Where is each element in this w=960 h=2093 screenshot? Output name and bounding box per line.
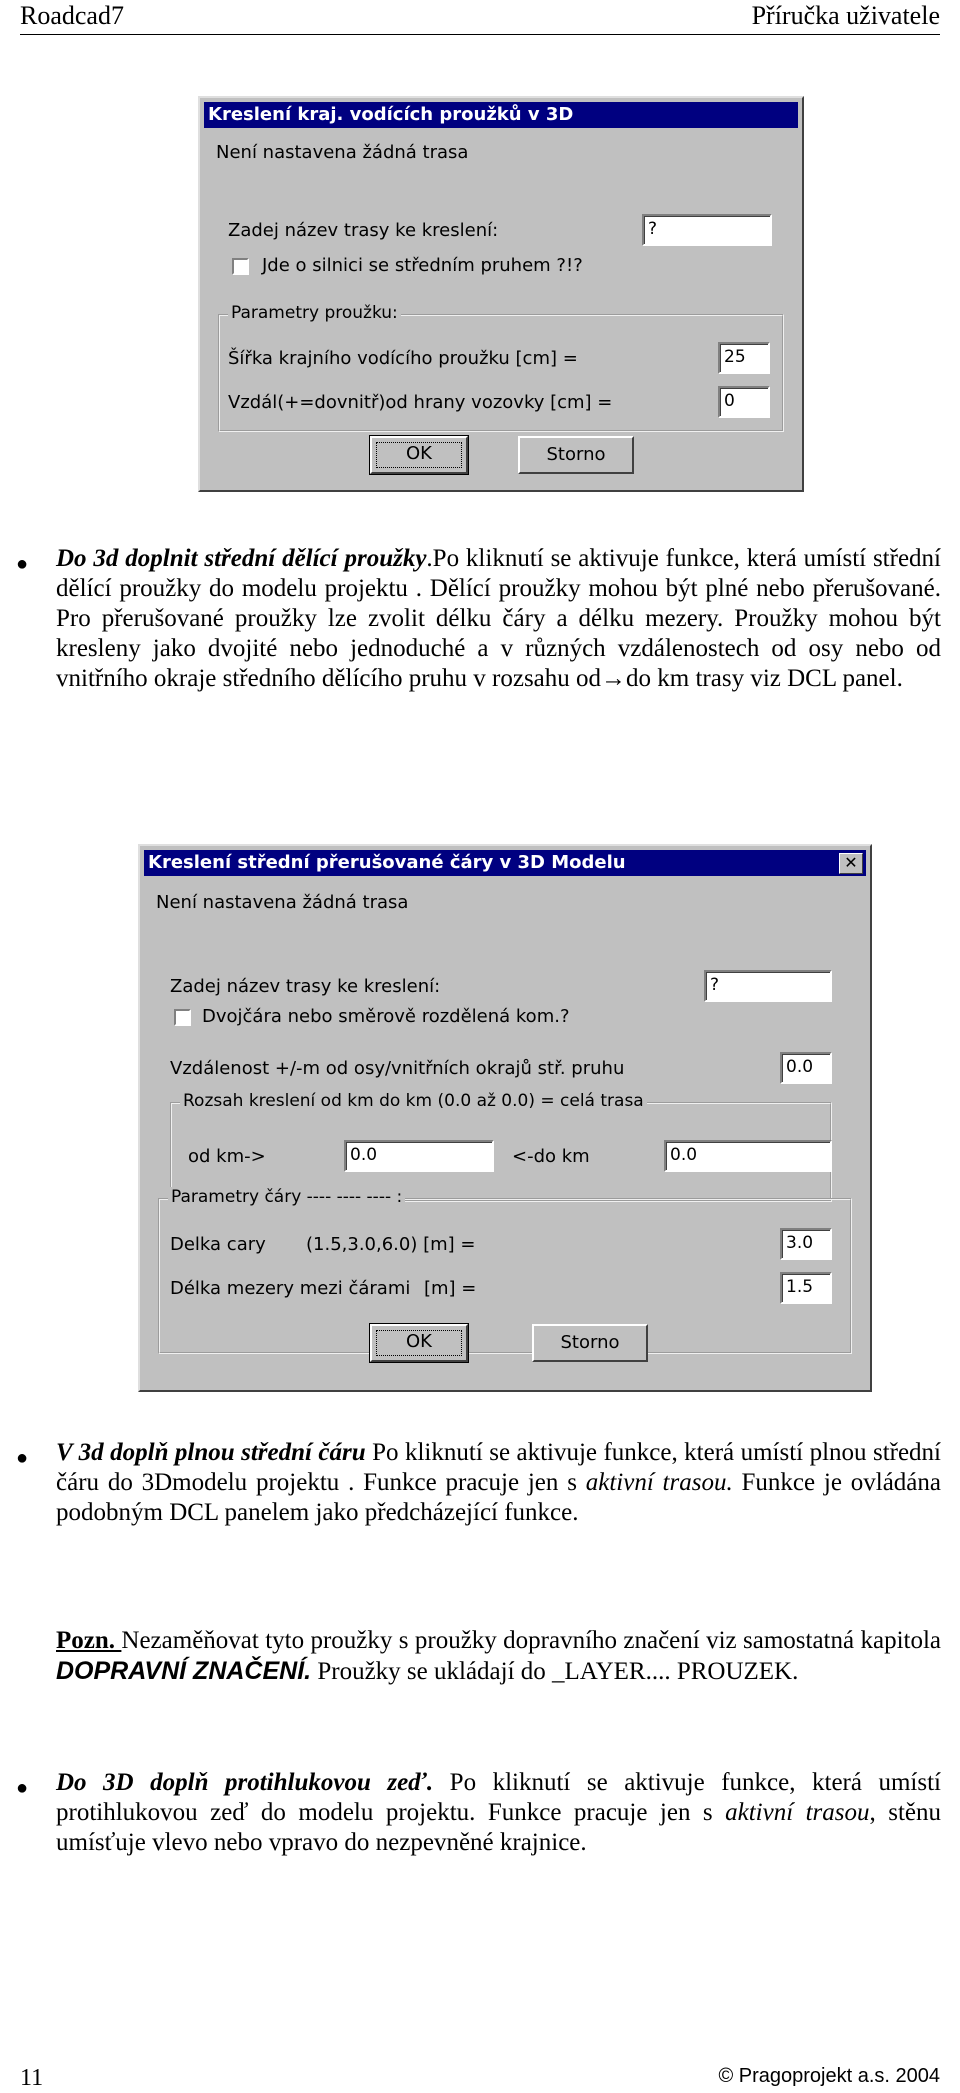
route-label: Zadej název trasy ke kreslení: xyxy=(170,976,441,997)
section-italic: aktivní trasou xyxy=(725,1799,870,1826)
dialog-dashed-line xyxy=(138,844,872,1392)
ok-button-label: OK xyxy=(376,1330,462,1356)
note-text-end: Proužky se ukládají do _LAYER.... PROUZEK. xyxy=(311,1658,799,1685)
to-km-input[interactable]: 0.0 xyxy=(664,1140,832,1172)
ok-button[interactable] xyxy=(370,1324,468,1362)
note-text: Nezaměňovat tyto proužky s proužky dopravního značení viz samostatná kapitola xyxy=(121,1627,941,1654)
bullet: ● xyxy=(16,553,29,575)
from-km-input[interactable]: 0.0 xyxy=(344,1140,494,1172)
section-title: Do 3D doplň protihlukovou zeď. xyxy=(56,1769,434,1796)
width-label: Šířka krajního vodícího proužku [cm] = xyxy=(228,348,578,369)
copyright: © Pragoprojekt a.s. 2004 xyxy=(718,2065,940,2087)
note-label: Pozn. xyxy=(56,1627,122,1654)
section-text-end: do km trasy viz DCL panel. xyxy=(626,665,903,692)
width-input[interactable]: 25 xyxy=(718,342,770,374)
section-title: V 3d doplň plnou střední čáru xyxy=(56,1439,366,1466)
section-title: Do 3d doplnit střední dělící proužky xyxy=(56,545,427,572)
dialog-title xyxy=(144,850,866,876)
dialog-title: Kreslení kraj. vodících proužků v 3D xyxy=(204,102,798,128)
section-text-end: Funkce je ovládána podobným DCL panelem jako předcházející funkce. xyxy=(56,1469,941,1526)
bullet: ● xyxy=(16,1447,29,1469)
ok-button[interactable] xyxy=(370,436,468,474)
bullet: ● xyxy=(16,1777,29,1799)
route-input[interactable]: ? xyxy=(704,970,832,1002)
double-line-checkbox[interactable] xyxy=(174,1009,191,1026)
section-text: .Po kliknutí se aktivuje funkce, která umístí střední dělící proužky do modelu projektu . Dělící proužky mohou být plné nebo přerušované. Pro přerušované proužky lze zvolit délku čáry a délku mezery. Proužky mohou být kresleny jako dvojité nebo jednoduché a v různých vzdálenostech od osy nebo od vnitřního okraje středního dělícího pruhu v rozsahu od xyxy=(56,545,941,692)
from-label: od km-> xyxy=(188,1146,266,1167)
to-label: <-do km xyxy=(512,1146,590,1167)
dialog-title-text: Kreslení střední přerušované čáry v 3D Modelu xyxy=(148,852,626,873)
route-input[interactable]: ? xyxy=(642,214,772,246)
double-line-checkbox-label: Dvojčára nebo směrově rozdělená kom.? xyxy=(202,1006,570,1027)
header-right: Příručka uživatele xyxy=(751,1,940,30)
range-group-title: Rozsah kreslení od km do km (0.0 až 0.0) = celá trasa xyxy=(180,1091,647,1111)
line-length-hint: (1.5,3.0,6.0) [m] = xyxy=(306,1234,476,1255)
gap-length-input[interactable]: 1.5 xyxy=(780,1272,832,1304)
page-number: 11 xyxy=(20,2065,44,2091)
gap-length-hint: [m] = xyxy=(424,1278,477,1299)
dialog-edge-stripes xyxy=(198,96,804,492)
cancel-button[interactable]: Storno xyxy=(532,1324,648,1362)
status-text: Není nastavena žádná trasa xyxy=(156,892,409,913)
route-label: Zadej název trasy ke kreslení: xyxy=(228,220,499,241)
offset-label: Vzdál(+=dovnitř)od hrany vozovky [cm] = xyxy=(228,392,613,413)
header-left: Roadcad7 xyxy=(20,1,124,30)
arrow-icon: → xyxy=(601,665,627,692)
stripe-params-group xyxy=(218,303,784,432)
chapter-reference: DOPRAVNÍ ZNAČENÍ. xyxy=(56,1657,312,1685)
distance-label: Vzdálenost +/-m od osy/vnitřních okrajů stř. pruhu xyxy=(170,1058,625,1079)
section-noise-wall xyxy=(56,1768,941,1858)
line-length-input[interactable]: 3.0 xyxy=(780,1228,832,1260)
section-text-end: , stěnu umísťuje vlevo nebo vpravo do nezpevněné krajnice. xyxy=(56,1799,942,1856)
section-text: Po kliknutí se aktivuje funkce, která umístí plnou střední čáru do 3Dmodelu projektu . Funkce pracuje jen s xyxy=(56,1439,942,1496)
distance-input[interactable]: 0.0 xyxy=(780,1052,832,1084)
section-italic: aktivní trasou. xyxy=(585,1469,733,1496)
section-mid-stripes xyxy=(56,544,941,694)
status-text: Není nastavena žádná trasa xyxy=(216,142,469,163)
median-checkbox[interactable] xyxy=(232,258,249,275)
page-header xyxy=(20,0,940,35)
note-paragraph xyxy=(56,1626,941,1687)
cancel-button[interactable]: Storno xyxy=(518,436,634,474)
line-length-label: Delka cary xyxy=(170,1234,266,1255)
gap-length-label: Délka mezery mezi čárami xyxy=(170,1278,411,1299)
median-checkbox-label: Jde o silnici se středním pruhem ?!? xyxy=(262,255,583,276)
offset-input[interactable]: 0 xyxy=(718,386,770,418)
section-text: Po kliknutí se aktivuje funkce, která umístí protihlukovou zeď do modelu projektu. Funkce pracuje jen s xyxy=(56,1769,941,1826)
line-params-group-title: Parametry čáry ---- ---- ---- : xyxy=(168,1187,405,1207)
close-icon[interactable]: ✕ xyxy=(839,853,863,874)
group-title: Parametry proužku: xyxy=(228,303,401,323)
ok-button-label: OK xyxy=(376,442,462,468)
section-solid-line xyxy=(56,1438,941,1528)
line-params-group xyxy=(158,1187,852,1354)
